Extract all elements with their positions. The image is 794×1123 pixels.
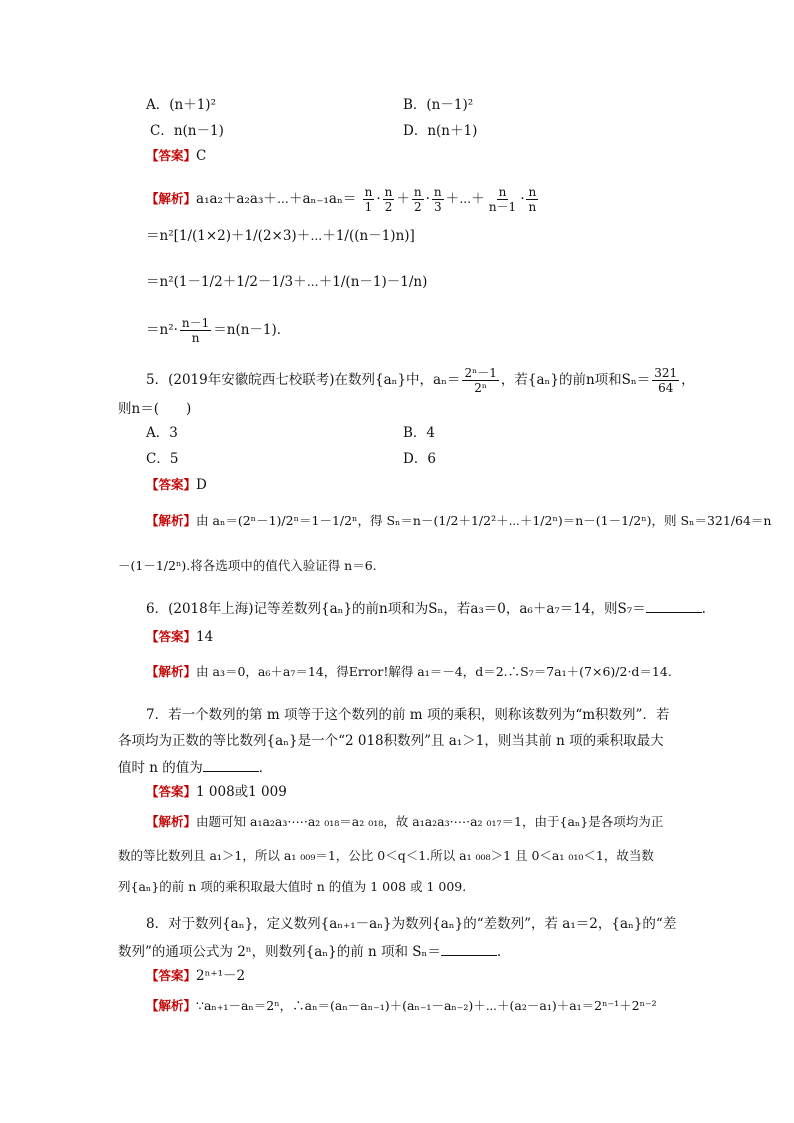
q4-analysis-line1: 【解析】a₁a₂＋a₂a₃＋⋯＋aₙ₋₁aₙ＝ $\frac{n}{1}$ · $\frac{n}{2}$ ＋ $\frac{n}{2}$ · $\frac{n}{3}$ ＋⋯＋ $\frac{n}{n-1}$ · $\frac{n}{n}$ — [146, 185, 537, 214]
q4-analysis-text1: a₁a₂＋a₂a₃＋⋯＋aₙ₋₁aₙ＝ — [196, 191, 357, 207]
q7-stem-line3-text: 值时 n 的值为 — [118, 760, 203, 776]
q5-option-d: D．6 — [403, 451, 436, 467]
q7-analysis-line2: 数的等比数列且 a₁＞1，所以 a₁ ₀₀₉＝1，公比 0＜q＜1.所以 a₁ ₀₀₈＞1 且 0＜a₁ ₀₁₀＜1，故当数 — [118, 848, 654, 863]
q7-stem-line1: 7．若一个数列的第 m 项等于这个数列的前 m 项的乘积，则称该数列为“m积数列”．若 — [146, 707, 670, 723]
q4-answer: C — [196, 148, 207, 164]
q6-analysis-line — [146, 662, 672, 682]
analysis-tag: 【解析】 — [146, 814, 197, 829]
q4-line4-prefix: ＝n²· — [146, 322, 178, 338]
q4-analysis-line3: ＝n²(1－1/2＋1/2－1/3＋⋯＋1/(n－1)－1/n) — [146, 274, 428, 290]
q8-stem-line2 — [118, 941, 501, 962]
answer-tag: 【答案】 — [146, 477, 197, 492]
q4-analysis-line2: ＝n²[1/(1×2)＋1/(2×3)＋⋯＋1/((n－1)n)] — [146, 228, 415, 244]
answer-tag: 【答案】 — [146, 148, 197, 163]
q7-analysis-text1: 由题可知 a₁a₂a₃·⋯·a₂ ₀₁₈＝a₂ ₀₁₈，故 a₁a₂a₃·⋯·a₂ ₀₁₇＝1，由于{aₙ}是各项均为正 — [196, 814, 664, 829]
q4-line4-suffix: ＝n(n－1)． — [213, 322, 291, 338]
answer-tag: 【答案】 — [146, 629, 197, 644]
q4-option-d: D．n(n＋1) — [403, 123, 478, 139]
q6-answer-line — [146, 627, 213, 647]
q6-answer: 14 — [196, 629, 214, 645]
q4-analysis-line4: ＝n²· $\frac{n-1}{n}$ ＝n(n－1)． — [146, 316, 291, 345]
q5-s-num: 321 — [654, 366, 678, 380]
q8-answer-line — [146, 966, 245, 986]
q7-stem-line2: 各项均为正数的等比数列{aₙ}是一个“2 018积数列”且 a₁＞1，则当其前 n 项的乘积取最大 — [118, 733, 664, 749]
q7-answer: 1 008或1 009 — [196, 784, 287, 800]
q5-stem-line2: 则n＝( ) — [118, 401, 192, 417]
q5-stem-part3: ， — [681, 372, 695, 388]
analysis-tag: 【解析】 — [146, 513, 197, 528]
analysis-tag: 【解析】 — [146, 998, 197, 1013]
q5-s-den: 64 — [658, 381, 674, 395]
q4-option-b: B．(n－1)² — [403, 97, 474, 113]
q8-analysis-text: ∵aₙ₊₁－aₙ＝2ⁿ，∴aₙ＝(aₙ－aₙ₋₁)＋(aₙ₋₁－aₙ₋₂)＋⋯＋(a₂－a₁)＋a₁＝2ⁿ⁻¹＋2ⁿ⁻² — [196, 998, 657, 1013]
q5-option-a: A．3 — [146, 425, 178, 441]
q4-answer-line — [146, 146, 206, 166]
q5-stem-part1: 5．(2019年安徽皖西七校联考)在数列{aₙ}中，aₙ＝ — [146, 372, 461, 388]
q6-stem-text: 6．(2018年上海)记等差数列{aₙ}的前n项和为Sₙ，若a₃＝0，a₆＋a₇＝14，则S₇＝ — [146, 601, 646, 617]
q8-stem-line1: 8．对于数列{aₙ}，定义数列{aₙ₊₁－aₙ}为数列{aₙ}的“差数列”，若 a₁＝2，{aₙ}的“差 — [146, 916, 677, 932]
q8-answer-blank — [441, 941, 497, 956]
analysis-tag: 【解析】 — [146, 664, 197, 679]
q6-stem-end: . — [701, 601, 706, 617]
q5-option-b: B．4 — [403, 425, 436, 441]
answer-tag: 【答案】 — [146, 784, 197, 799]
q6-analysis-text: 由 a₃＝0，a₆＋a₇＝14，得Error!解得 a₁＝－4，d＝2.∴S₇＝7a₁＋(7×6)/2·d＝14. — [196, 664, 672, 679]
q8-answer: 2ⁿ⁺¹－2 — [196, 968, 246, 984]
q7-analysis-line1 — [146, 812, 663, 832]
q5-analysis-line1 — [146, 511, 772, 531]
q4-option-a: A．(n＋1)² — [146, 97, 216, 113]
q7-stem-line3-end: ． — [258, 760, 273, 776]
q7-answer-line — [146, 782, 287, 802]
q6-stem — [146, 598, 706, 619]
q8-analysis-line — [146, 996, 657, 1016]
q4-option-c: C．n(n－1) — [150, 123, 224, 139]
analysis-tag: 【解析】 — [146, 191, 197, 206]
q5-answer: D — [196, 477, 207, 493]
q5-analysis-text1: 由 aₙ＝(2ⁿ－1)/2ⁿ＝1－1/2ⁿ，得 Sₙ＝n－(1/2＋1/2²＋⋯＋1/2ⁿ)＝n－(1－1/2ⁿ)，则 Sₙ＝321/64＝n — [196, 513, 772, 528]
q8-stem-line2-end: . — [496, 944, 502, 960]
q5-option-c: C．5 — [146, 451, 179, 467]
q8-stem-line2-text: 数列”的通项公式为 2ⁿ，则数列{aₙ}的前 n 项和 Sₙ＝ — [118, 944, 441, 960]
q5-stem-line1 — [146, 366, 695, 395]
q6-answer-blank — [646, 598, 702, 613]
q7-analysis-line3: 列{aₙ}的前 n 项的乘积取最大值时 n 的值为 1 008 或 1 009. — [118, 879, 467, 894]
q5-frac-num: 2ⁿ－1 — [464, 366, 497, 380]
q7-stem-line3 — [118, 757, 272, 778]
q5-stem-part2: ，若{aₙ}的前n项和Sₙ＝ — [500, 372, 651, 388]
answer-tag: 【答案】 — [146, 968, 197, 983]
q5-analysis-line2: －(1－1/2ⁿ).将各选项中的值代入验证得 n＝6. — [118, 558, 377, 573]
q7-answer-blank — [203, 757, 259, 772]
q5-frac-den: 2ⁿ — [474, 381, 488, 395]
q5-answer-line — [146, 475, 207, 495]
